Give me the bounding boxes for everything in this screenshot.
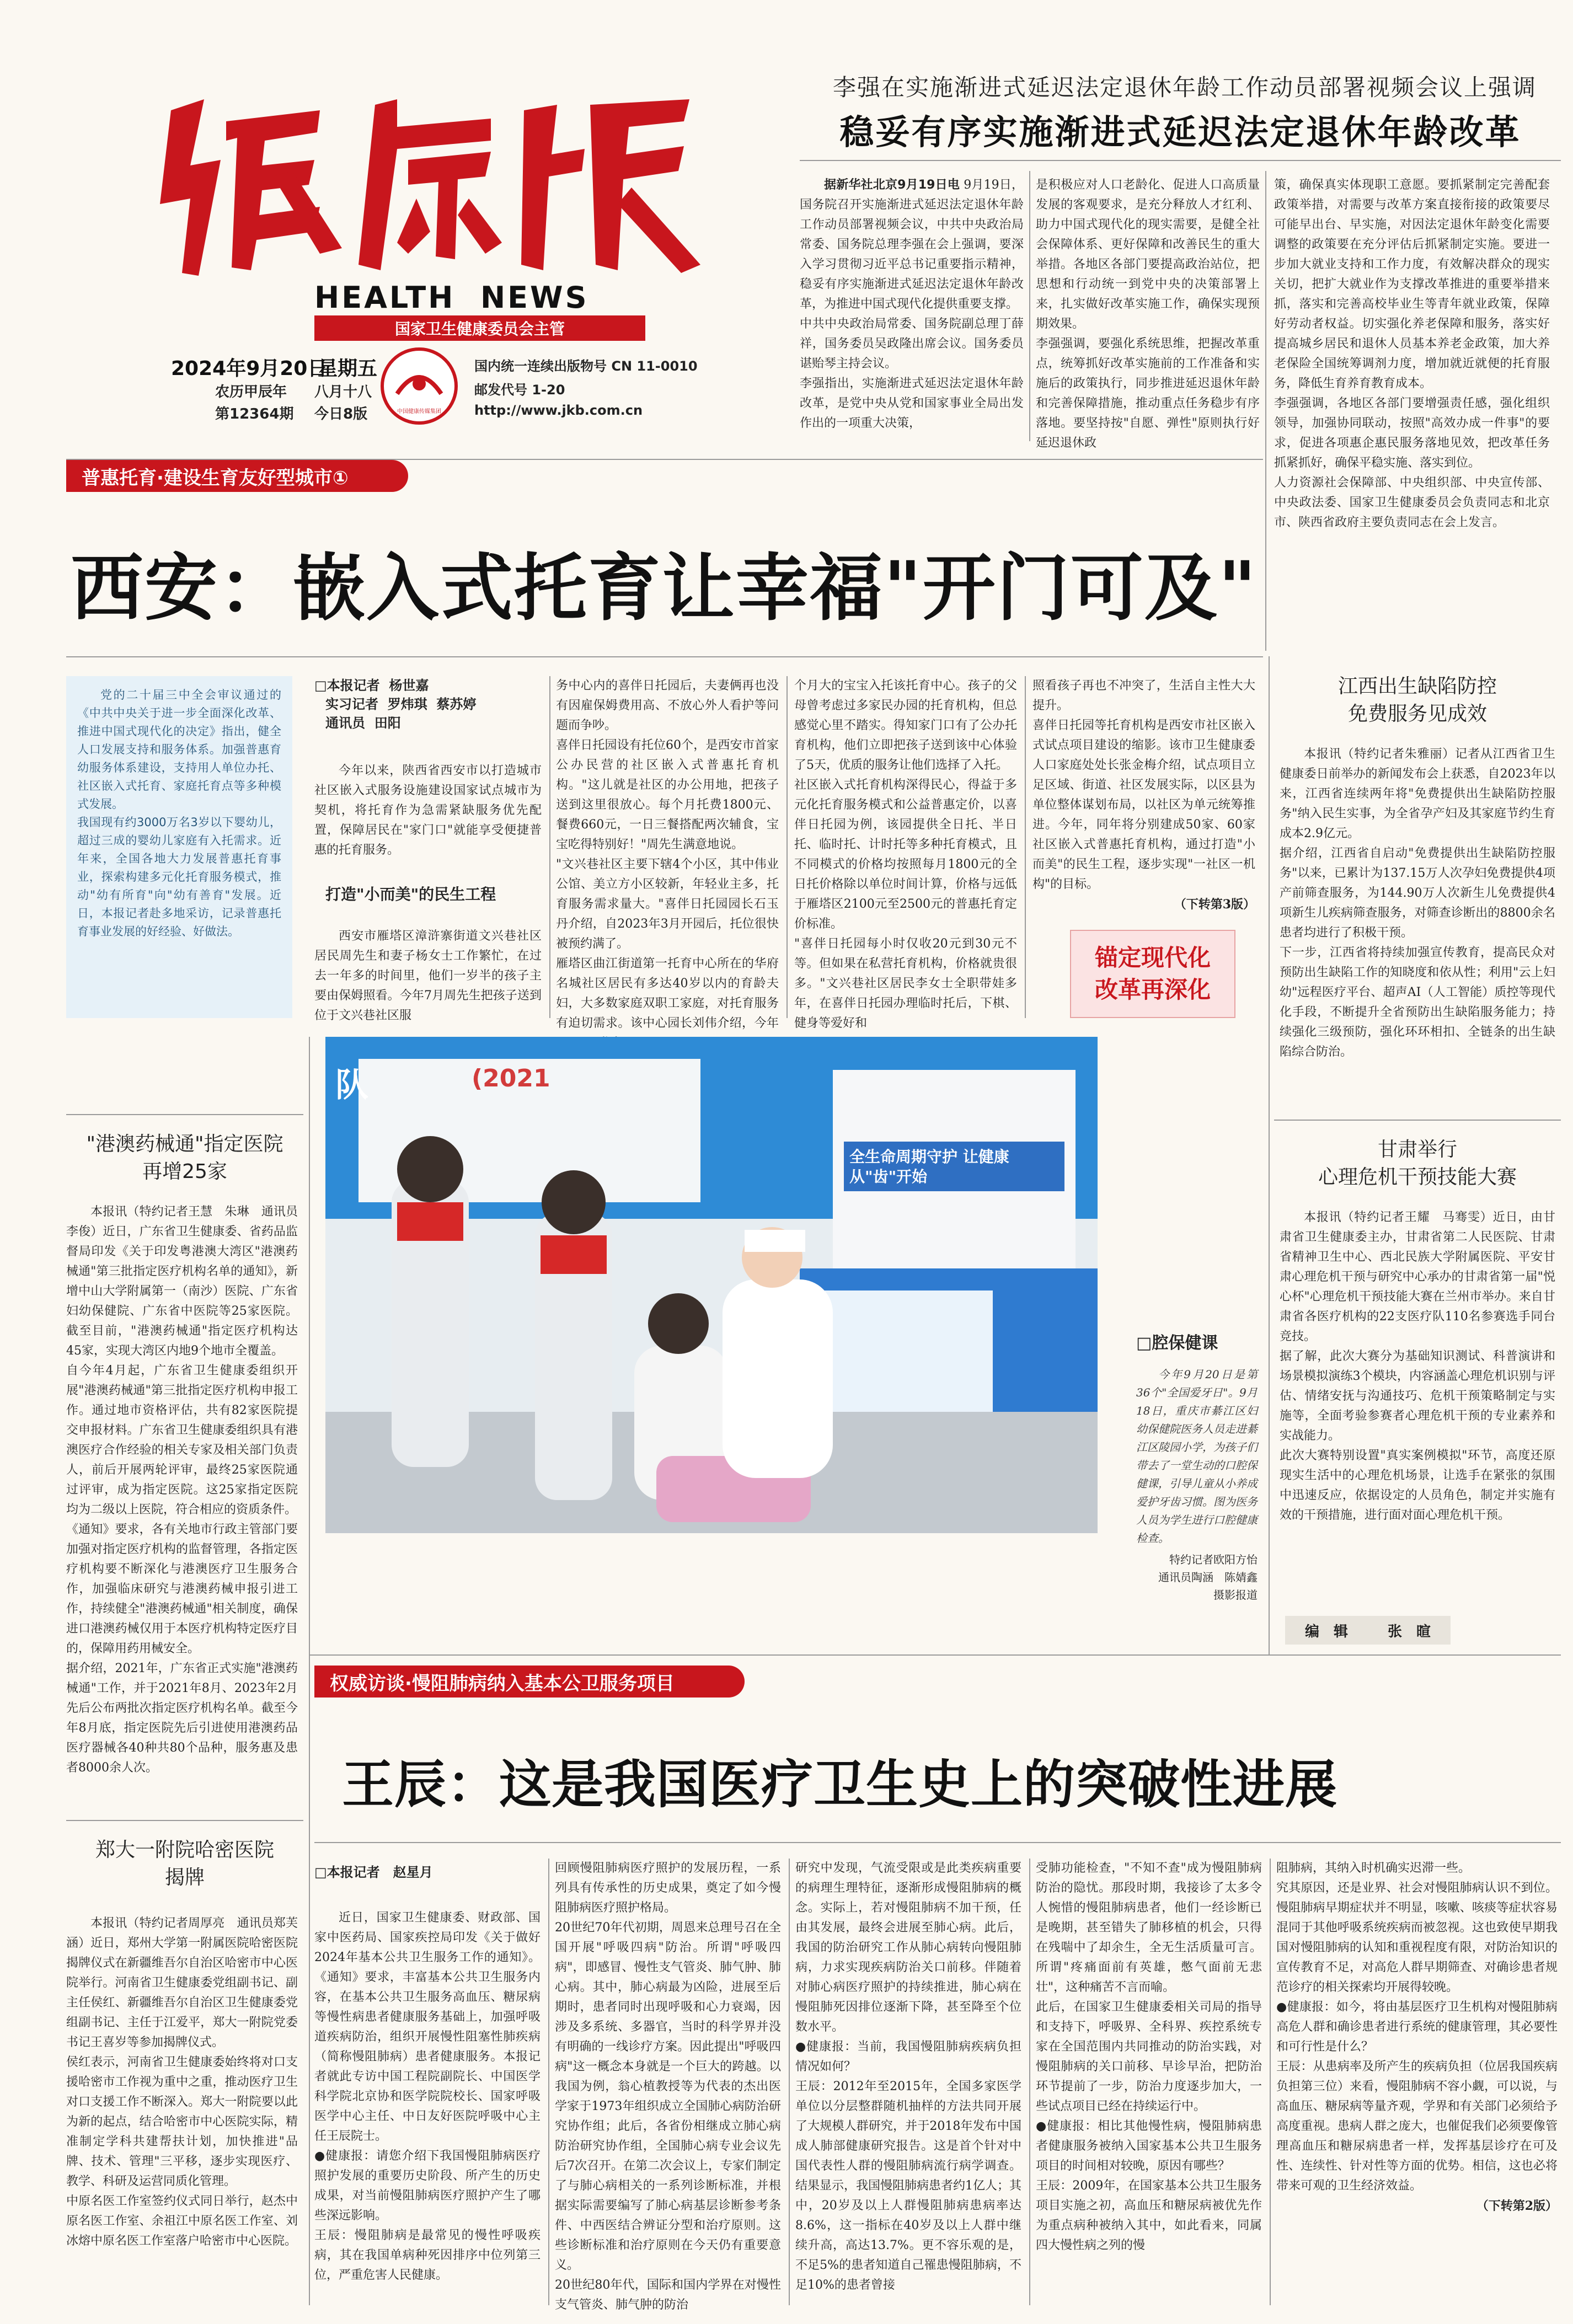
top-story-col2-text: 是积极应对人口老龄化、促进人口高质量发展的客观要求，是充分释放人才红利、助力中国式现代化的现实需要，是健全社会保障体系、更好保障和改善民生的重大举措。各地区各部门要提高政治站位，把思想和行动统一到党中央的决策部署上来，扎实做好改革实施工作，确保实现预期效果。 李强强调，要强化系统思维，把握改革重点，统筹抓好改革实施前的工作准备和实施后的政策执行，同步推进延迟退休年龄和完善保障措施，推动重点任务稳步有序落地。要坚持按"自愿、弹性"原则执行好延迟退休政: [1036, 178, 1260, 450]
slogan-box: [1070, 930, 1235, 1018]
slogan-line-1: 锚定现代化: [1094, 944, 1211, 971]
jiangxi-title: [1280, 673, 1555, 728]
section-rule: [314, 1842, 1561, 1843]
xian-subhead: 打造"小而美"的民生工程: [325, 885, 496, 903]
xian-col3: [794, 676, 1017, 1030]
photo-illustration: [325, 1037, 1098, 1533]
top-story-col2: [1036, 175, 1260, 450]
zhengda-body-text: 本报讯（特约记者周厚亮 通讯员郑芙涵）近日，郑州大学第一附属医院哈密医院揭牌仪式在新疆维吾尔自治区哈密市中心医院举行。河南省卫生健康委党组副书记、副主任侯红、新疆维吾尔自治区卫生健康委党组副书记、主任于江爱平，郑大一附院党委书记王喜岁等参加揭牌仪式。 侯红表示，河南省卫生健康委始终将对口支援哈密市工作视为重中之重，推动医疗卫生对口支援工作不断深入。郑大一附院要以此为新的起点，结合哈密市中心医院实际，精准制定学科共建帮扶计划，加快推进"品牌、技术、管理"三平移，逐步实现医疗、教学、科研及运营同质化管理。 中原名医工作室签约仪式同日举行，赵杰中原名医工作室、余祖江中原名医工作室、刘冰熔中原名医工作室落户哈密市中心医院。: [66, 1916, 298, 2248]
col-rule: [1029, 171, 1030, 441]
photo-sign-text: (2021: [472, 1064, 550, 1093]
top-story-kicker: 李强在实施渐进式延迟法定退休年龄工作动员部署视频会议上强调: [833, 74, 1537, 101]
lunar-date: 八月十八: [314, 384, 372, 400]
col-rule: [789, 1859, 790, 2305]
site-url[interactable]: http://www.jkb.com.cn: [474, 403, 643, 418]
zhengda-title: [66, 1836, 303, 1892]
wangchen-col1: [314, 1908, 541, 2305]
wangchen-col4: [1036, 1859, 1262, 2305]
wangchen-col3-text: 研究中发现，气流受限或是此类疾病重要的病理生理特征，逐渐形成慢阻肺病的概念。实际上，若对慢阻肺病不加干预，任由其发展，最终会进展至肺心病。此后，我国的防治研究工作从肺心病转向慢阻肺病，力求实现疾病防治关口前移。伴随着对肺心病医疗照护的持续推进，肺心病在慢阻肺死因排位逐渐下降，甚至降至个位数水平。 ●健康报：当前，我国慢阻肺病疾病负担情况如何？ 王辰：2012年至2015年，全国多家医学单位以分层整群随机抽样的方法共同开展了大规模人群研究，并于2018年发布中国成人肺部健康研究报告。这是首个针对中国代表性人群的慢阻肺病流行病学调查。结果显示，我国慢阻肺病患者约1亿人；其中，20岁及以上人群慢阻肺病患病率达8.6%，这一指标在40岁及以上人群中继续升高，高达13.7%。更不容乐观的是，不足5%的患者知道自己罹患慢阻肺病，不足10%的患者曾接: [795, 1861, 1021, 2292]
top-story-rule: [800, 160, 1561, 161]
gansu-title-2: 心理危机干预技能大赛: [1318, 1166, 1517, 1188]
gansu-body-text: 本报讯（特约记者王耀 马骞雯）近日，由甘肃省卫生健康委主办，甘肃省第二人民医院、甘肃省精神卫生中心、西北民族大学附属医院、平安甘肃心理危机干预与研究中心承办的甘肃省第一届"悦心杯"心理危机干预技能大赛在兰州市举办。来自甘肃省各医疗机构的22支医疗队110名参赛选手同台竞技。 据了解，此次大赛分为基础知识测试、科普演讲和场景模拟演练3个模块，内容涵盖心理危机识别与评估、情绪安抚与沟通技巧、危机干预策略制定与实施等，全面考验参赛者心理危机干预的专业素养和实战能力。 此次大赛特别设置"真实案例模拟"环节，高度还原现实生活中的心理危机场景，让选手在紧张的氛围中迅速反应，依据设定的人员角色，制定并实施有效的干预措施，进行面对面心理危机干预。: [1280, 1211, 1555, 1522]
top-story-col3-text: 策，确保真实体现职工意愿。要抓紧制定完善配套政策举措，对需要与改革方案直接衔接的政策要尽可能早出台、早实施，对因法定退休年龄变化需要调整的政策要在充分评估后抓紧制定实施。要进一步加大就业支持和工作力度，有效解决群众的现实关切，把扩大就业作为支撑改革推进的重要举措来抓，落实和完善高校毕业生等青年就业政策，保障好劳动者权益。切实强化养老保障和服务，落实好提高城乡居民和退休人员基本养老金政策，加大养老保险全国统筹调剂力度，增加就近就便的托育服务，降低生育养育教育成本。 李强强调，各地区各部门要增强责任感，强化组织领导，加强协同联动，按照"高效办成一件事"的要求，促进各项惠企惠民服务落地见效，把改革任务抓紧抓好，确保平稳实施、落实到位。 人力资源社会保障部、中央组织部、中央宣传部、中央政法委、国家卫生健康委员会负责同志和北京市、陕西省政府主要负责同志在会上发言。: [1274, 178, 1550, 529]
editor-name: 张 暄: [1387, 1623, 1431, 1640]
xian-summary-text: 党的二十届三中全会审议通过的《中共中央关于进一步全面深化改革、推进中国式现代化的决定》指出，健全人口发展支持和服务体系。加强普惠育幼服务体系建设，支持用人单位办托、社区嵌入式托育、家庭托育点等多种模式发展。 我国现有约3000万名3岁以下婴幼儿，超过三成的婴幼儿家庭有入托需求。近年来，全国各地大力发展普惠托育事业，探索构建多元化托育服务模式，推动"幼有所育"向"幼有善育"发展。近日，本报记者赴多地采访，记录普惠托育事业发展的好经验、好做法。: [77, 688, 281, 938]
wangchen-byline: □本报记者 赵星月: [314, 1865, 433, 1880]
jiangxi-body-text: 本报讯（特约记者朱雅丽）记者从江西省卫生健康委日前举办的新闻发布会上获悉，自2023年以来，江西省连续两年将"免费提供出生缺陷防控服务"纳入民生实事，为全省孕产妇及其家庭节约生育成本2.9亿元。 据介绍，江西省自启动"免费提供出生缺陷防控服务"以来，已累计为137.15万人次孕妇免费提供4项产前筛查服务，为144.90万人次新生儿免费提供4项新生儿疾病筛查服务，对筛查诊断出的8800余名患者均进行了积极干预。 下一步，江西省将持续加强宣传教育，提高民众对预防出生缺陷工作的知晓度和依从性；利用"云上妇幼"远程医疗平台、超声AI（人工智能）质控等现代化手段，不断提升全省预防出生缺陷服务能力；持续强化三级预防，强化环环相扣、全链条的出生缺陷综合防治。: [1280, 747, 1555, 1059]
col-rule: [309, 1037, 310, 2305]
xian-byline-3: 通讯员 田阳: [325, 715, 401, 731]
jiangxi-title-1: 江西出生缺陷防控: [1337, 675, 1497, 698]
xian-banner: [66, 460, 408, 492]
wangchen-banner-text: 权威访谈·慢阻肺病纳入基本公卫服务项目: [330, 1672, 675, 1695]
top-story-col1: [800, 175, 1024, 440]
editor-box: [1285, 1616, 1451, 1645]
media-logo-icon: [392, 361, 447, 405]
wangchen-col2: [555, 1859, 781, 2312]
photo-credits: [1136, 1551, 1258, 1604]
col-rule: [1029, 1859, 1030, 2305]
post-code: 邮发代号 1-20: [474, 382, 565, 398]
photo-credit-3: 摄影报道: [1213, 1588, 1258, 1602]
photo-credit-1: 特约记者欧阳方怡: [1169, 1553, 1258, 1566]
wangchen-headline: 王辰：这是我国医疗卫生史上的突破性进展: [342, 1755, 1338, 1815]
section-rule: [66, 656, 1263, 657]
top-story-col1-text: 9月19日，国务院召开实施渐进式延迟法定退休年龄工作动员部署视频会议，中共中央政治局常委、国务院总理李强在会上强调，要深入学习贯彻习近平总书记重要指示精神，稳妥有序实施渐进式延迟法定退休年龄改革，为推进中国式现代化提供重要支撑。 中共中央政治局常委、国务院副总理丁薛祥，国务委员吴政隆出席会议。国务委员谌贻琴主持会议。 李强指出，实施渐进式延迟法定退休年龄改革，是党中央从党和国家事业全局出发作出的一项重大决策，: [800, 178, 1024, 430]
section-rule: [66, 1114, 303, 1115]
issue-date: 2024年9月20日: [171, 357, 328, 380]
xian-byline: [314, 676, 552, 732]
gansu-body: [1280, 1208, 1555, 1616]
wangchen-col5: [1276, 1859, 1558, 2305]
xian-col3-text: 个月大的宝宝入托该托育中心。孩子的父母曾考虑过多家民办园的托育机构，但总感觉心里不踏实。得知家门口有了公办托育机构，他们立即把孩子送到该中心体验了5天，优质的服务让他们选择了入托。 社区嵌入式托育机构深得民心，得益于多元化托育服务模式和公益普惠定价，以喜伴日托园为例，该园提供全日托、半日托、临时托、计时托等多种托育模式，且不同模式的价格均按照每月1800元的全日托价格除以单位时间计算，价格与远低于雁塔区2100元至2500元的普惠托育定价标准。 "喜伴日托园每小时仅收20元到30元不等。但如果在私营托育机构，价格就贵很多。"文兴巷社区居民李女士全职带娃多年，在喜伴日托园办理临时托后，下棋、健身等爱好和: [794, 679, 1017, 1030]
xian-byline-2: 实习记者 罗炜琪 蔡苏婷: [325, 697, 477, 712]
col-rule: [1025, 676, 1026, 1018]
section-rule: [309, 1654, 1561, 1656]
masthead-english: HEALTH NEWS: [314, 280, 589, 315]
photo-board-text: 全生命周期守护 让健康从"齿"开始: [849, 1148, 1009, 1186]
masthead-logo-art: [138, 88, 745, 287]
col-rule: [786, 676, 788, 1018]
top-story-col3: [1274, 175, 1550, 644]
photo-credit-2: 通讯员陶涵 陈婧鑫: [1158, 1571, 1258, 1584]
xian-col4-text: 照看孩子再也不冲突了，生活自主性大大提升。 喜伴日托园等托育机构是西安市社区嵌入式试点项目建设的缩影。该市卫生健康委人口家庭处处长张金梅介绍，试点项目立足区域、街道、社区发展实际，以区县为单位整体谋划布局，以社区为单元统筹推进。今年，同年将分别建成50家、60家社区嵌入式普惠托育机构，通过打造"小而美"的民生工程，逐步实现"一社区一机构"的目标。: [1032, 679, 1255, 891]
col-rule: [548, 1859, 549, 2305]
zhengda-body: [66, 1914, 298, 2311]
xian-col1: [314, 761, 542, 1020]
xian-col1b: 西安市雁塔区漳浒寨街道文兴巷社区居民周先生和妻子杨女士工作繁忙，在过去一年多的时间里，他们一岁半的孩子主要由保姆照看。今年7月周先生把孩子送到位于文兴巷社区服: [314, 929, 542, 1022]
zhengda-title-1: 郑大一附院哈密医院: [95, 1839, 274, 1861]
wangchen-col5-text: 阻肺病，其纳入时机确实迟滞一些。 究其原因，还是业界、社会对慢阻肺病认识不到位。慢阻肺病早期症状并不明显，咳嗽、咳痰等症状容易混同于其他呼吸系统疾病而被忽视。这也致使早期我国对慢阻肺病的认知和重视程度有限，对防治知识的宣传教育不足，对高危人群早期筛查、对确诊患者规范诊疗的相关探索均开展得较晚。 ●健康报：如今，将由基层医疗卫生机构对慢阻肺病高危人群和确诊患者进行系统的健康管理，其必要性和可行性是什么？ 王辰：从患病率及所产生的疾病负担（位居我国疾病负担第三位）来看，慢阻肺病不容小觑，可以说，与高血压、糖尿病等量齐观，学界和有关部门必须给予高度重视。患病人群之庞大，也催促我们必须要像管理高血压和糖尿病患者一样，发挥基层诊疗在可及性、连续性、针对性等方面的优势。相信，这也必将带来可观的卫生经济效益。: [1276, 1861, 1558, 2193]
xian-intro: 今年以来，陕西省西安市以打造城市社区嵌入式服务设施建设国家试点城市为契机，将托育作为急需紧缺服务优先配置，保障居民在"家门口"就能享受便捷普惠的托育服务。: [314, 764, 542, 857]
photo-caption-title: □腔保健课: [1136, 1334, 1218, 1353]
cn-code: 国内统一连续出版物号 CN 11-0010: [474, 358, 698, 374]
wangchen-col1-text: 近日，国家卫生健康委、财政部、国家中医药局、国家疾控局印发《关于做好2024年基本公共卫生服务工作的通知》。《通知》要求，丰富基本公共卫生服务内容，在基本公共卫生服务高血压、糖尿病等慢性病患者健康服务基础上，加强呼吸道疾病防治，组织开展慢性阻塞性肺疾病（简称慢阻肺病）患者健康服务。本报记者就此专访中国工程院副院长、中国医学科学院北京协和医学院院校长、国家呼吸医学中心主任、中日友好医院呼吸中心主任王辰院士。 ●健康报：请您介绍下我国慢阻肺病医疗照护发展的重要历史阶段、所产生的历史成果，对当前慢阻肺病医疗照护产生了哪些深远影响。 王辰：慢阻肺病是最常见的慢性呼吸疾病，其在我国单病种死因排序中位列第三位，严重危害人民健康。: [314, 1911, 541, 2282]
hkmacao-title-2: 再增25家: [142, 1160, 227, 1183]
gansu-title: [1280, 1136, 1555, 1191]
col-rule: [1269, 656, 1270, 1654]
wangchen-continued: （下转第2版）: [1476, 2199, 1558, 2213]
xian-headline: 西安：嵌入式托育让幸福"开门可及": [71, 546, 1258, 631]
hkmacao-body: [66, 1202, 298, 1787]
wangchen-col2-text: 回顾慢阻肺病医疗照护的发展历程，一系列具有传承性的历史成果，奠定了如今慢阻肺病医疗照护格局。 20世纪70年代初期，周恩来总理号召在全国开展"呼吸四病"防治。所谓"呼吸四病"，即感冒、慢性支气管炎、肺气肿、肺心病。其中，肺心病最为凶险，进展至后期时，患者同时出现呼吸和心力衰竭，因涉及多系统、多器官，当时的科学界并没有明确的一线诊疗方案。因此提出"呼吸四病"这一概念本身就是一个巨大的跨越。以我国为例，翁心植教授等为代表的杰出医学家于1973年组织成立全国肺心病防治研究协作组；此后，各省份相继成立肺心病防治研究协作组，全国肺心病专业会议先后7次召开。在第二次会议上，专家们制定了与肺心病相关的一系列诊断标准，并根据实际需要编写了肺心病基层诊断参考条件、中西医结合辨证分型和治疗原则。这些诊断标准和治疗原则在今天仍有重要意义。 20世纪80年代，国际和国内学界在对慢性支气管炎、肺气肿的防治: [555, 1861, 781, 2312]
section-rule: [66, 1820, 303, 1821]
media-group-logo: [381, 347, 458, 425]
xian-continued: （下转第3版）: [1174, 897, 1255, 912]
wangchen-banner: [314, 1666, 745, 1698]
lunar-label: 农历甲辰年: [215, 384, 287, 400]
slogan-line-2: 改革再深化: [1094, 976, 1211, 1003]
zhengda-title-2: 揭牌: [164, 1866, 205, 1889]
xian-col2-text: 务中心内的喜伴日托园后，夫妻俩再也没有因雇保姆费用高、不放心外人看护等问题而争吵。 喜伴日托园设有托位60个，是西安市首家公办民营的社区嵌入式普惠托育机构。"这儿就是社区的办公用地，把孩子送到这里很放心。每个月托费1800元、餐费660元，一日三餐搭配两次辅食，宝宝吃得特别好！"周先生满意地说。 "文兴巷社区主要下辖4个小区，其中伟业公馆、美立方小区较新，年轻业主多，托育服务需求量大。"喜伴日托园园长石玉丹介绍，自2023年3月开园后，托位很快被预约满了。 雁塔区曲江街道第一托育中心所在的华府名城社区居民有多达40岁以内的育龄夫妇，大多数家庭双职工家庭，对托育服务有迫切需求。该中心园长刘伟介绍，今年: [556, 679, 779, 1030]
photo-caption-text: 今年9月20日是第36个"全国爱牙日"。9月18日，重庆市綦江区妇幼保健院医务人员走进綦江区陵园小学，为孩子们带去了一堂生动的口腔保健课，引导儿童从小养成爱护牙齿习惯。图为医务人员为学生进行口腔健康检查。: [1136, 1368, 1258, 1545]
page-count: 今日8版: [314, 406, 368, 422]
gansu-title-1: 甘肃举行: [1377, 1138, 1457, 1161]
xian-summary-box: [66, 676, 292, 1018]
hkmacao-body-text: 本报讯（特约记者王慧 朱琳 通讯员李俊）近日，广东省卫生健康委、省药品监督局印发《关于印发粤港澳大湾区"港澳药械通"第三批指定医疗机构名单的通知》，新增中山大学附属第一（南沙）医院、广东省妇幼保健院、广东省中医院等25家医院。截至目前，"港澳药械通"指定医疗机构达45家，实现大湾区内地9个地市全覆盖。 自今年4月起，广东省卫生健康委组织开展"港澳药械通"第三批指定医疗机构申报工作。通过地市资格评估，共有82家医院提交申报材料。广东省卫生健康委组织具有港澳医疗合作经验的相关专家及相关部门负责人，前后开展两轮评审，最终25家医院通过评审，成为指定医院。这25家指定医院均为二级以上医院，符合相应的资质条件。 《通知》要求，各有关地市行政主管部门要加强对指定医疗机构的监督管理，各指定医疗机构要不断深化与港澳医疗卫生服务合作，加强临床研究与港澳药械申报引进工作，持续健全"港澳药械通"相关制度，确保进口港澳药械仅用于本医疗机构特定医疗目的，保障用药用械安全。 据介绍，2021年，广东省正式实施"港澳药械通"工作，并于2021年8月、2023年2月先后公布两批次指定医疗机构名单。截至今年8月底，指定医院先后引进使用港澳药品医疗器械各40种共80个品种，服务惠及患者8000余人次。: [66, 1205, 298, 1775]
wangchen-col4-text: 受肺功能检查，"不知不查"成为慢阻肺病防治的隐忧。那段时期，我接诊了太多令人惋惜的慢阻肺病患者，他们一经诊断已是晚期，甚至错失了肺移植的机会，只得在残喘中了却余生，全无生活质量可言。所谓"疼痛面前有英雄，憋气面前无悲壮"，这种痛苦不言而喻。 此后，在国家卫生健康委相关司局的指导和支持下，呼吸界、全科界、疾控系统专家在全国范围内共同推动的防治实践，对慢阻肺病的关口前移、早诊早治，把防治环节提前了一步，防治力度逐步加大，一些试点项目已经在持续运行中。 ●健康报：相比其他慢性病，慢阻肺病患者健康服务被纳入国家基本公共卫生服务项目的时间相对较晚，原因有哪些？ 王辰：2009年，在国家基本公共卫生服务项目实施之初，高血压和糖尿病被优先作为重点病种被纳入其中，如此看来，同属四大慢性病之列的慢: [1036, 1861, 1262, 2252]
photo-label-text: 队: [335, 1066, 368, 1105]
xian-col2: [556, 676, 779, 1030]
xian-col4: [1032, 676, 1255, 919]
hkmacao-title: [66, 1131, 303, 1186]
editor-label: 编 辑: [1304, 1623, 1348, 1640]
jiangxi-title-2: 免费服务见成效: [1347, 703, 1487, 725]
col-rule: [1270, 1859, 1271, 2305]
photo-caption: [1136, 1329, 1258, 1604]
col-rule: [1265, 171, 1266, 651]
jiangxi-body: [1280, 745, 1555, 1103]
col-rule: [549, 676, 550, 1018]
top-story-dateline: 据新华社北京9月19日电: [824, 178, 960, 192]
xian-byline-1: □本报记者 杨世嘉: [314, 678, 429, 693]
masthead-sponsor: 国家卫生健康委员会主管: [394, 320, 565, 338]
issue-weekday: 星期五: [318, 357, 378, 380]
top-story-headline: 稳妥有序实施渐进式延迟法定退休年龄改革: [839, 112, 1521, 152]
xian-banner-text: 普惠托育·建设生育友好型城市①: [82, 467, 349, 489]
issue-number: 第12364期: [215, 406, 294, 422]
news-photo: [325, 1037, 1098, 1533]
section-rule: [1274, 1120, 1561, 1121]
wangchen-col3: [795, 1859, 1021, 2305]
masthead-sponsor-bar: [314, 315, 645, 341]
masthead: [138, 88, 811, 474]
hkmacao-title-1: "港澳药械通"指定医院: [86, 1133, 283, 1155]
media-logo-text: 中国健康传媒集团: [397, 409, 441, 415]
